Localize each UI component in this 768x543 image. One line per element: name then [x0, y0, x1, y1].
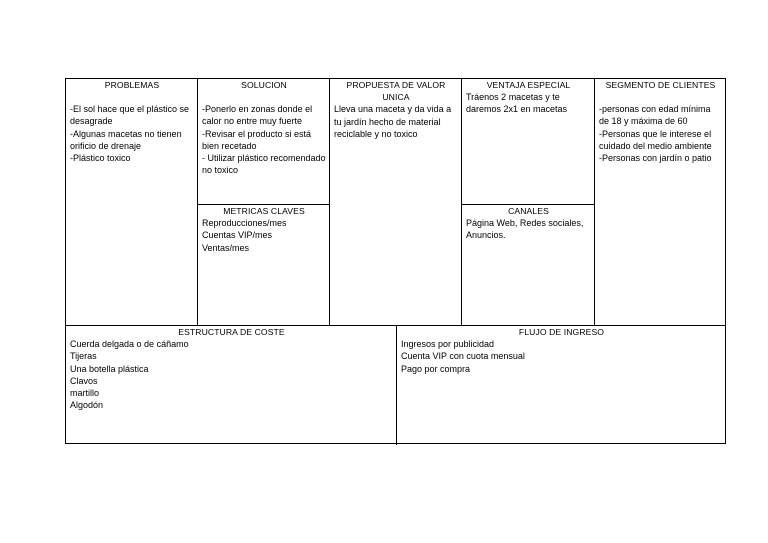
section-title: METRICAS CLAVES: [223, 206, 305, 216]
section-segmento-clientes: [595, 79, 725, 325]
problems-list: [70, 103, 194, 164]
list-item: Ingresos por publicidad: [401, 339, 495, 350]
section-solucion: [198, 79, 329, 204]
section-metricas-claves: [198, 205, 329, 325]
section-propuesta-valor: [330, 79, 461, 325]
list-item: Algodón: [70, 400, 104, 411]
value-proposition-text: Lleva una maceta y da vida a tu jardín hecho de material reciclable y no toxico: [334, 104, 452, 139]
list-item: -Personas que le interese el cuidado del medio ambiente: [599, 128, 712, 151]
section-title: PROPUESTA DE VALOR UNICA: [346, 80, 446, 103]
revenue-list: [401, 338, 722, 375]
list-item: Cuentas VIP/mes: [202, 230, 273, 241]
list-item: -Algunas macetas no tienen orificio de drenaje: [70, 128, 182, 151]
section-title: ESTRUCTURA DE COSTE: [178, 327, 285, 337]
section-canales: [462, 205, 594, 325]
section-title: PROBLEMAS: [104, 80, 160, 90]
section-ventaja-especial: [462, 79, 594, 204]
list-item: Reproducciones/mes: [202, 218, 287, 229]
section-flujo-ingreso: [397, 326, 725, 443]
section-title: FLUJO DE INGRESO: [518, 327, 605, 337]
list-item: Cuerda delgada o de cáñamo: [70, 339, 189, 350]
list-item: -Ponerlo en zonas donde el calor no entre muy fuerte: [202, 104, 313, 127]
section-title: SOLUCION: [241, 80, 287, 90]
list-item: Clavos: [70, 375, 98, 386]
costs-list: [70, 338, 393, 411]
section-problemas: [66, 79, 197, 325]
list-item: -Plástico toxico: [70, 153, 131, 164]
list-item: Tijeras: [70, 351, 97, 362]
list-item: -Personas con jardín o patio: [599, 153, 712, 164]
advantage-text: Tráenos 2 macetas y te daremos 2x1 en macetas: [466, 92, 568, 115]
section-estructura-coste: [66, 326, 396, 443]
channels-text: Página Web, Redes sociales, Anuncios.: [466, 218, 584, 241]
section-title: SEGMENTO DE CLIENTES: [605, 80, 716, 90]
list-item: Ventas/mes: [202, 242, 250, 253]
list-item: Cuenta VIP con cuota mensual: [401, 351, 525, 362]
list-item: -personas con edad mínima de 18 y máxima de 60: [599, 104, 711, 127]
list-item: Una botella plástica: [70, 363, 149, 374]
segments-list: [599, 103, 722, 164]
solutions-list: [202, 103, 326, 176]
list-item: martillo: [70, 388, 100, 399]
metrics-list: [202, 217, 326, 254]
business-model-canvas: [65, 78, 726, 444]
list-item: - Utilizar plástico recomendado no toxico: [202, 153, 326, 176]
list-item: -El sol hace que el plástico se desagrade: [70, 104, 190, 127]
list-item: Pago por compra: [401, 363, 471, 374]
list-item: -Revisar el producto si está bien recetado: [202, 128, 312, 151]
section-title: VENTAJA ESPECIAL: [486, 80, 571, 90]
section-title: CANALES: [508, 206, 549, 216]
